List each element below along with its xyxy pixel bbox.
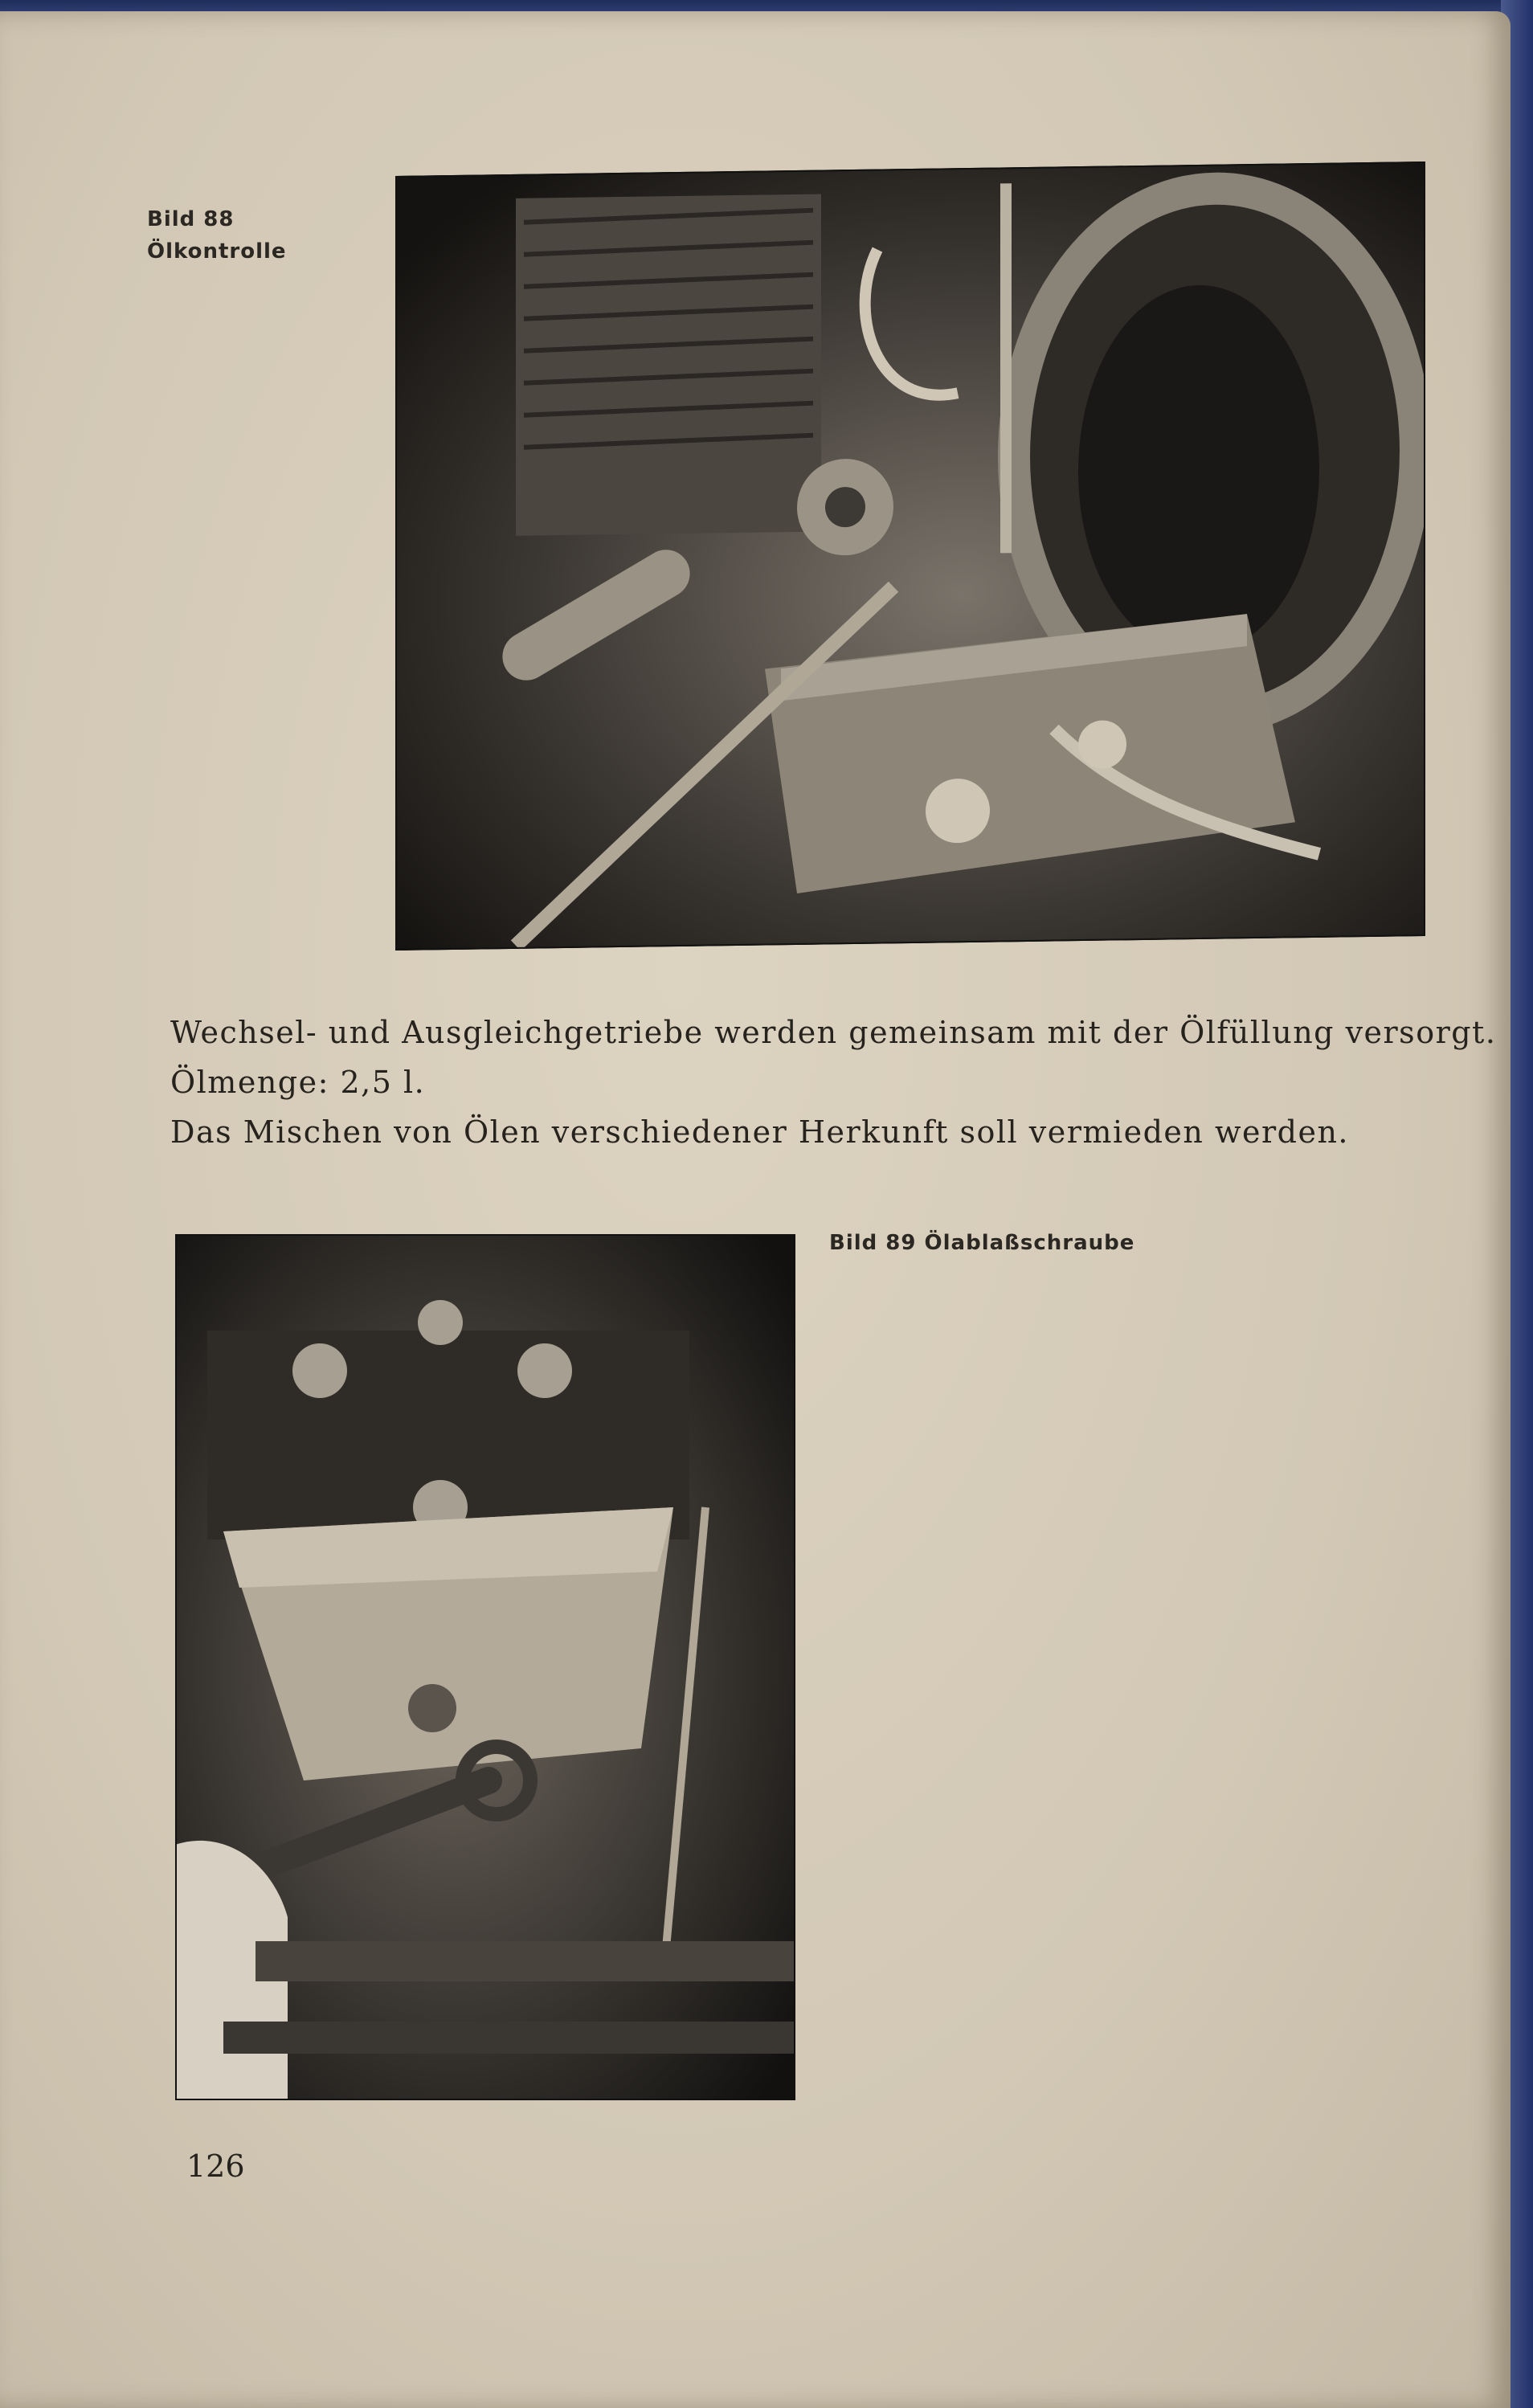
oil-drain-plug-photo — [175, 1234, 795, 2100]
paragraph-gearbox-oil: Wechsel- und Ausgleichgetriebe werden gemeinsam mit der Ölfüllung versorgt. — [170, 1015, 1497, 1050]
book-page — [0, 11, 1511, 2408]
page-number: 126 — [186, 2148, 245, 2184]
paragraph-oil-quantity: Ölmenge: 2,5 l. — [170, 1065, 426, 1100]
figure-88-caption: Ölkontrolle — [147, 239, 287, 264]
paragraph-oil-mixing: Das Mischen von Ölen verschiedener Herkunft soll vermieden werden. — [170, 1114, 1349, 1150]
figure-88-label: Bild 88 — [147, 207, 235, 231]
engine-oil-check-photo — [395, 161, 1425, 951]
figure-89-caption: Bild 89 Ölablaßschraube — [829, 1231, 1135, 1255]
